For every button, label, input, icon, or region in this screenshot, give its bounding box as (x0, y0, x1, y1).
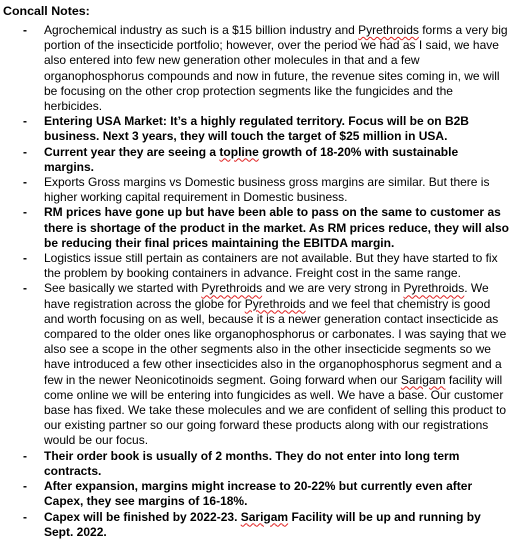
note-item (3, 251, 509, 281)
bullet-dash: - (23, 23, 27, 37)
note-text-segment: Agrochemical industry as such is a $15 billion industry and (44, 23, 359, 37)
note-text-segment: . We have registration across the globe for (44, 281, 489, 311)
bullet-dash: - (23, 448, 27, 463)
note-text (44, 23, 508, 113)
note-text-segment: Logistics issue still pertain as containers are not available. But they have started to fix the problem by booking containers in advance. Freight cost in the same range. (44, 251, 498, 281)
note-text (44, 205, 509, 249)
bullet-dash: - (23, 509, 27, 524)
note-text (44, 145, 458, 174)
note-item (3, 281, 509, 448)
note-text-segment: Capex will be finished by 2022-23. (44, 509, 241, 524)
note-item (3, 205, 509, 251)
spellcheck-flagged-word: Sarigam (400, 372, 446, 387)
bullet-dash: - (23, 144, 27, 159)
note-item (3, 510, 509, 540)
note-item (3, 114, 509, 144)
bullet-dash: - (23, 251, 27, 266)
note-item (3, 23, 509, 114)
note-text (44, 479, 472, 508)
note-text-segment: facility will come online we will be entering into fungicides as well. We have a base. Our customer base has fixed. We take these molecules and we are confident of selling this product to our existing partner so our going forward these products along with our registrations would be our focus. (44, 372, 507, 448)
bullet-dash: - (23, 205, 27, 220)
note-text (44, 449, 459, 478)
note-text-segment: Exports Gross margins vs Domestic business gross margins are similar. But there is higher working capital requirement in Domestic business. (44, 175, 490, 205)
document-heading: Concall Notes: (3, 4, 90, 18)
note-item (3, 175, 509, 205)
note-text-segment: and we feel that chemistry is good and worth focusing on as well, because it is a newer generation contact insecticide as compared to the older ones like organophosphorus or carbonates. I was saying that we also see a scope in the other segments also in the other insecticide segments so we have introduced a few other insecticides also in the organophosphorus segment and a few in the newer Neonicotinoids segment. Going forward when our (44, 296, 507, 387)
note-text (44, 114, 469, 143)
bullet-dash: - (23, 114, 27, 129)
note-text (44, 510, 481, 539)
spellcheck-flagged-word: Sarigam (240, 509, 289, 524)
note-item (3, 145, 509, 175)
note-text (44, 281, 506, 447)
spellcheck-flagged-word: Pyrethroids (358, 23, 419, 37)
note-text-segment: Entering USA Market: It’s a highly regulated territory. Focus will be on B2B business. Next 3 years, they will touch the target of $25 million in USA. (44, 114, 469, 144)
note-text-segment: and we are very strong in (262, 281, 404, 296)
bullet-dash: - (23, 479, 27, 494)
note-text-segment: growth of 18-20% with sustainable margins. (44, 144, 459, 174)
spellcheck-flagged-word: Pyrethroids (244, 296, 306, 311)
note-text-segment: Facility will be up and running by Sept. 2022. (44, 509, 481, 539)
bullet-dash: - (23, 281, 27, 296)
spellcheck-flagged-word: Pyrethroids (201, 281, 263, 296)
note-text-segment: RM prices have gone up but have been able to pass on the same to customer as there is shortage of the product in the market. As RM prices reduce, they will also be reducing their final prices maintaining the EBITDA margin. (44, 205, 509, 250)
note-item (3, 449, 509, 479)
note-text-segment: See basically we started with (44, 281, 202, 296)
note-text (44, 175, 489, 204)
note-text-segment: Current year they are seeing a (44, 144, 220, 159)
bullet-dash: - (23, 175, 27, 190)
note-text-segment: Their order book is usually of 2 months. They do not enter into long term contracts. (44, 448, 460, 478)
note-text-segment: forms a very big portion of the insecticide portfolio; however, over the period we had as I said, we have also entered into few new generation other molecules in that and a few organophosphorus compounds and now in future, the revenue sites coming in, we will be focusing on the other crop protection segments like the fungicides and the herbicides. (44, 23, 508, 114)
spellcheck-flagged-word: topline (219, 144, 259, 159)
notes-list (3, 23, 509, 540)
note-item (3, 479, 509, 509)
note-text-segment: After expansion, margins might increase to 20-22% but currently even after Capex, they see margins of 16-18%. (44, 479, 473, 509)
spellcheck-flagged-word: Pyrethroids (403, 281, 465, 296)
note-text (44, 251, 498, 280)
